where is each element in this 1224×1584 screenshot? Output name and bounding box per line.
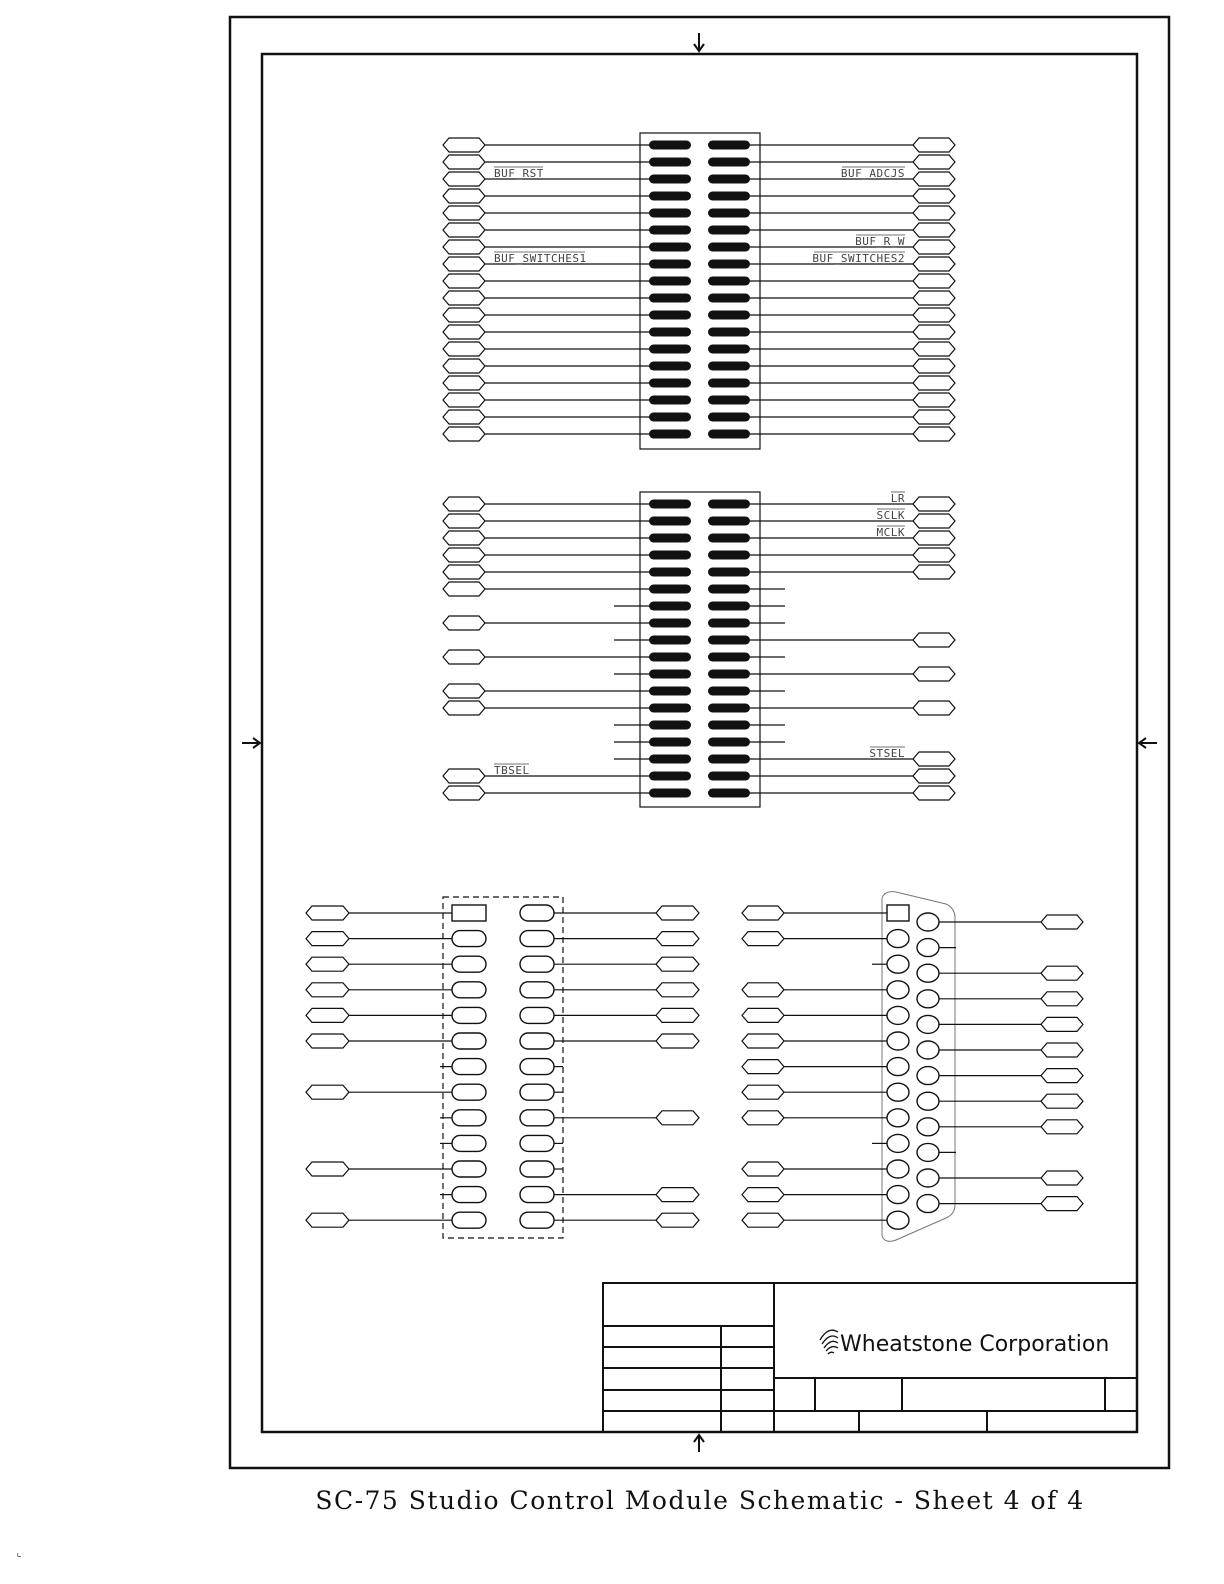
- pin-pad: [708, 243, 750, 252]
- pin-pad: [520, 1110, 554, 1126]
- pin-pad: [917, 1143, 939, 1161]
- pin-pad: [649, 789, 691, 798]
- pin-pad: [917, 1015, 939, 1033]
- offpage-connector-icon: [913, 701, 955, 715]
- pin-pad: [649, 430, 691, 439]
- pin-pad: [520, 1033, 554, 1049]
- offpage-connector-icon: [1041, 1120, 1083, 1134]
- offpage-connector-icon: [913, 274, 955, 288]
- offpage-connector-icon: [443, 257, 485, 271]
- offpage-connector-icon: [656, 983, 699, 997]
- offpage-connector-icon: [1041, 1017, 1083, 1031]
- pin-pad: [887, 1032, 909, 1050]
- pin-pad: [887, 1160, 909, 1178]
- pin-pad: [708, 772, 750, 781]
- offpage-connector-icon: [306, 957, 349, 971]
- net-label: STSEL: [869, 747, 905, 760]
- offpage-connector-icon: [443, 786, 485, 800]
- pin-pad: [708, 345, 750, 354]
- net-label: SCLK: [876, 509, 905, 522]
- offpage-connector-icon: [913, 514, 955, 528]
- pin-pad: [520, 1187, 554, 1203]
- offpage-connector-icon: [443, 531, 485, 545]
- wheatstone-logo-icon: [820, 1330, 838, 1354]
- offpage-connector-icon: [913, 155, 955, 169]
- pin-pad: [917, 913, 939, 931]
- offpage-connector-icon: [742, 1188, 784, 1202]
- offpage-connector-icon: [913, 257, 955, 271]
- pin-pad: [887, 1083, 909, 1101]
- offpage-connector-icon: [1041, 1043, 1083, 1057]
- pin-pad: [887, 1186, 909, 1204]
- offpage-connector-icon: [443, 189, 485, 203]
- offpage-connector-icon: [913, 325, 955, 339]
- offpage-connector-icon: [443, 325, 485, 339]
- offpage-connector-icon: [443, 240, 485, 254]
- offpage-connector-icon: [913, 291, 955, 305]
- pin-pad: [887, 1006, 909, 1024]
- offpage-connector-icon: [742, 1060, 784, 1074]
- arrow-bottom-icon: [694, 1435, 704, 1452]
- title-block-border: [603, 1283, 1137, 1432]
- offpage-connector-icon: [306, 1213, 349, 1227]
- offpage-connector-icon: [443, 410, 485, 424]
- pin-pad: [649, 517, 691, 526]
- offpage-connector-icon: [443, 274, 485, 288]
- company-name: Wheatstone Corporation: [840, 1332, 1110, 1357]
- offpage-connector-icon: [742, 932, 784, 946]
- offpage-connector-icon: [443, 427, 485, 441]
- pin-pad: [708, 670, 750, 679]
- offpage-connector-icon: [742, 1162, 784, 1176]
- offpage-connector-icon: [1041, 1197, 1083, 1211]
- offpage-connector-icon: [443, 393, 485, 407]
- offpage-connector-icon: [443, 769, 485, 783]
- pin-pad: [649, 619, 691, 628]
- offpage-connector-icon: [443, 138, 485, 152]
- offpage-connector-icon: [1041, 1094, 1083, 1108]
- pin-1-square: [887, 905, 909, 921]
- pin-pad: [708, 636, 750, 645]
- offpage-connector-icon: [913, 172, 955, 186]
- pin-pad: [708, 328, 750, 337]
- pin-pad: [917, 1041, 939, 1059]
- offpage-connector-icon: [306, 983, 349, 997]
- pin-pad: [917, 1118, 939, 1136]
- pin-pad: [649, 362, 691, 371]
- offpage-connector-icon: [913, 667, 955, 681]
- offpage-connector-icon: [742, 906, 784, 920]
- pin-pad: [452, 1059, 486, 1075]
- pin-pad: [520, 1007, 554, 1023]
- pin-pad: [649, 534, 691, 543]
- pin-pad: [917, 1169, 939, 1187]
- offpage-connector-icon: [656, 1188, 699, 1202]
- offpage-connector-icon: [306, 906, 349, 920]
- pin-pad: [520, 931, 554, 947]
- offpage-connector-icon: [742, 1213, 784, 1227]
- inner-border: [262, 54, 1137, 1432]
- offpage-connector-icon: [913, 427, 955, 441]
- net-label: TBSEL: [494, 764, 530, 777]
- offpage-connector-icon: [443, 308, 485, 322]
- pin-pad: [917, 964, 939, 982]
- pin-pad: [708, 568, 750, 577]
- net-label: BUF_R_W: [855, 235, 905, 248]
- pin-pad: [452, 931, 486, 947]
- pin-pad: [452, 956, 486, 972]
- offpage-connector-icon: [443, 701, 485, 715]
- offpage-connector-icon: [1041, 966, 1083, 980]
- pin-pad: [649, 260, 691, 269]
- pin-pad: [708, 209, 750, 218]
- offpage-connector-icon: [443, 376, 485, 390]
- pin-pad: [887, 1211, 909, 1229]
- pin-pad: [917, 1067, 939, 1085]
- pin-pad: [708, 721, 750, 730]
- pin-pad: [649, 243, 691, 252]
- offpage-connector-icon: [913, 240, 955, 254]
- pin-pad: [708, 396, 750, 405]
- pin-pad: [887, 930, 909, 948]
- pin-pad: [708, 192, 750, 201]
- pin-pad: [452, 1135, 486, 1151]
- pin-pad: [887, 981, 909, 999]
- pin-pad: [708, 379, 750, 388]
- offpage-connector-icon: [742, 1034, 784, 1048]
- offpage-connector-icon: [913, 410, 955, 424]
- pin-pad: [708, 141, 750, 150]
- offpage-connector-icon: [656, 906, 699, 920]
- pin-pad: [452, 1212, 486, 1228]
- pin-pad: [452, 1033, 486, 1049]
- pin-pad: [520, 982, 554, 998]
- offpage-connector-icon: [742, 1111, 784, 1125]
- connector-1: [443, 133, 955, 449]
- pin-pad: [520, 1084, 554, 1100]
- pin-pad: [917, 1195, 939, 1213]
- pin-pad: [887, 1109, 909, 1127]
- offpage-connector-icon: [443, 497, 485, 511]
- pin-pad: [708, 653, 750, 662]
- pin-pad: [708, 551, 750, 560]
- offpage-connector-icon: [306, 1008, 349, 1022]
- offpage-connector-icon: [913, 548, 955, 562]
- pin-pad: [649, 721, 691, 730]
- offpage-connector-icon: [443, 616, 485, 630]
- offpage-connector-icon: [913, 138, 955, 152]
- offpage-connector-icon: [656, 1034, 699, 1048]
- offpage-connector-icon: [742, 1008, 784, 1022]
- pin-pad: [649, 277, 691, 286]
- offpage-connector-icon: [443, 359, 485, 373]
- sheet-caption: SC-75 Studio Control Module Schematic - Sheet 4 of 4: [315, 1486, 1085, 1515]
- pin-pad: [708, 260, 750, 269]
- pin-pad: [917, 990, 939, 1008]
- pin-pad: [649, 704, 691, 713]
- corner-mark: ⌞: [16, 1546, 23, 1559]
- pin-pad: [520, 1161, 554, 1177]
- offpage-connector-icon: [913, 531, 955, 545]
- title-block: [603, 1283, 1137, 1432]
- pin-pad: [649, 585, 691, 594]
- pin-pad: [708, 738, 750, 747]
- pin-pad: [708, 789, 750, 798]
- offpage-connector-icon: [306, 1034, 349, 1048]
- pin-pad: [649, 687, 691, 696]
- offpage-connector-icon: [443, 342, 485, 356]
- offpage-connector-icon: [913, 752, 955, 766]
- pin-pad: [520, 956, 554, 972]
- offpage-connector-icon: [306, 932, 349, 946]
- pin-pad: [649, 328, 691, 337]
- pin-pad: [649, 294, 691, 303]
- pin-pad: [649, 311, 691, 320]
- offpage-connector-icon: [913, 342, 955, 356]
- pin-pad: [649, 209, 691, 218]
- pin-pad: [520, 1212, 554, 1228]
- pin-pad: [649, 192, 691, 201]
- net-label: MCLK: [876, 526, 905, 539]
- offpage-connector-icon: [656, 957, 699, 971]
- offpage-connector-icon: [656, 1213, 699, 1227]
- offpage-connector-icon: [913, 189, 955, 203]
- arrow-right-icon: [1139, 738, 1157, 748]
- offpage-connector-icon: [913, 359, 955, 373]
- pin-pad: [649, 500, 691, 509]
- outer-border: [230, 17, 1169, 1468]
- pin-pad: [708, 687, 750, 696]
- pin-pad: [649, 345, 691, 354]
- pin-pad: [708, 755, 750, 764]
- offpage-connector-icon: [742, 983, 784, 997]
- pin-pad: [708, 175, 750, 184]
- pin-pad: [452, 1187, 486, 1203]
- pin-pad: [649, 755, 691, 764]
- offpage-connector-icon: [913, 223, 955, 237]
- offpage-connector-icon: [443, 514, 485, 528]
- pin-pad: [708, 602, 750, 611]
- pin-pad: [917, 939, 939, 957]
- offpage-connector-icon: [913, 206, 955, 220]
- pin-pad: [708, 430, 750, 439]
- offpage-connector-icon: [913, 376, 955, 390]
- offpage-connector-icon: [443, 582, 485, 596]
- offpage-connector-icon: [913, 308, 955, 322]
- pin-pad: [649, 670, 691, 679]
- arrow-left-icon: [242, 738, 260, 748]
- pin-pad: [887, 955, 909, 973]
- pin-pad: [520, 905, 554, 921]
- offpage-connector-icon: [656, 1111, 699, 1125]
- offpage-connector-icon: [306, 1085, 349, 1099]
- pin-pad: [708, 585, 750, 594]
- net-label: BUF_SWITCHES1: [494, 252, 587, 265]
- arrow-top-icon: [694, 33, 704, 51]
- pin-pad: [649, 396, 691, 405]
- pin-pad: [887, 1058, 909, 1076]
- offpage-connector-icon: [656, 1008, 699, 1022]
- offpage-connector-icon: [443, 223, 485, 237]
- pin-pad: [708, 534, 750, 543]
- offpage-connector-icon: [913, 565, 955, 579]
- pin-pad: [520, 1059, 554, 1075]
- drawing-frame: [230, 17, 1169, 1468]
- net-label: BUF_SWITCHES2: [812, 252, 905, 265]
- pin-pad: [708, 500, 750, 509]
- pin-pad: [649, 738, 691, 747]
- connector-2: [443, 492, 955, 807]
- offpage-connector-icon: [913, 769, 955, 783]
- offpage-connector-icon: [443, 650, 485, 664]
- pin-pad: [649, 175, 691, 184]
- offpage-connector-icon: [913, 393, 955, 407]
- pin-pad: [452, 982, 486, 998]
- connector-4-dsub-25: [742, 892, 1083, 1242]
- offpage-connector-icon: [742, 1085, 784, 1099]
- pin-pad: [708, 158, 750, 167]
- offpage-connector-icon: [443, 206, 485, 220]
- offpage-connector-icon: [656, 932, 699, 946]
- pin-pad: [452, 1007, 486, 1023]
- pin-pad: [708, 226, 750, 235]
- offpage-connector-icon: [443, 291, 485, 305]
- offpage-connector-icon: [913, 633, 955, 647]
- net-label: BUF_ADCJS: [840, 167, 905, 180]
- pin-pad: [649, 653, 691, 662]
- offpage-connector-icon: [443, 548, 485, 562]
- pin-pad: [649, 226, 691, 235]
- offpage-connector-icon: [913, 497, 955, 511]
- pin-pad: [649, 158, 691, 167]
- offpage-connector-icon: [306, 1162, 349, 1176]
- pin-pad: [649, 551, 691, 560]
- pin-pad: [649, 636, 691, 645]
- pin-pad: [452, 1161, 486, 1177]
- pin-pad: [649, 141, 691, 150]
- pin-pad: [649, 413, 691, 422]
- pin-pad: [649, 772, 691, 781]
- pin-1-square: [452, 905, 486, 921]
- offpage-connector-icon: [443, 172, 485, 186]
- pin-pad: [917, 1092, 939, 1110]
- pin-pad: [708, 517, 750, 526]
- offpage-connector-icon: [1041, 1171, 1083, 1185]
- connector-3-dual-row: [306, 897, 699, 1238]
- offpage-connector-icon: [443, 684, 485, 698]
- offpage-connector-icon: [913, 786, 955, 800]
- pin-pad: [887, 1134, 909, 1152]
- pin-pad: [520, 1135, 554, 1151]
- net-label: LR: [890, 492, 905, 505]
- pin-pad: [708, 294, 750, 303]
- pin-pad: [708, 311, 750, 320]
- offpage-connector-icon: [443, 155, 485, 169]
- net-label: BUF_RST: [494, 167, 544, 180]
- pin-pad: [649, 602, 691, 611]
- offpage-connector-icon: [1041, 1069, 1083, 1083]
- pin-pad: [708, 619, 750, 628]
- pin-pad: [708, 277, 750, 286]
- pin-pad: [708, 704, 750, 713]
- offpage-connector-icon: [443, 565, 485, 579]
- offpage-connector-icon: [1041, 992, 1083, 1006]
- pin-pad: [708, 362, 750, 371]
- pin-pad: [452, 1110, 486, 1126]
- pin-pad: [649, 568, 691, 577]
- pin-pad: [708, 413, 750, 422]
- pin-pad: [452, 1084, 486, 1100]
- pin-pad: [649, 379, 691, 388]
- offpage-connector-icon: [1041, 915, 1083, 929]
